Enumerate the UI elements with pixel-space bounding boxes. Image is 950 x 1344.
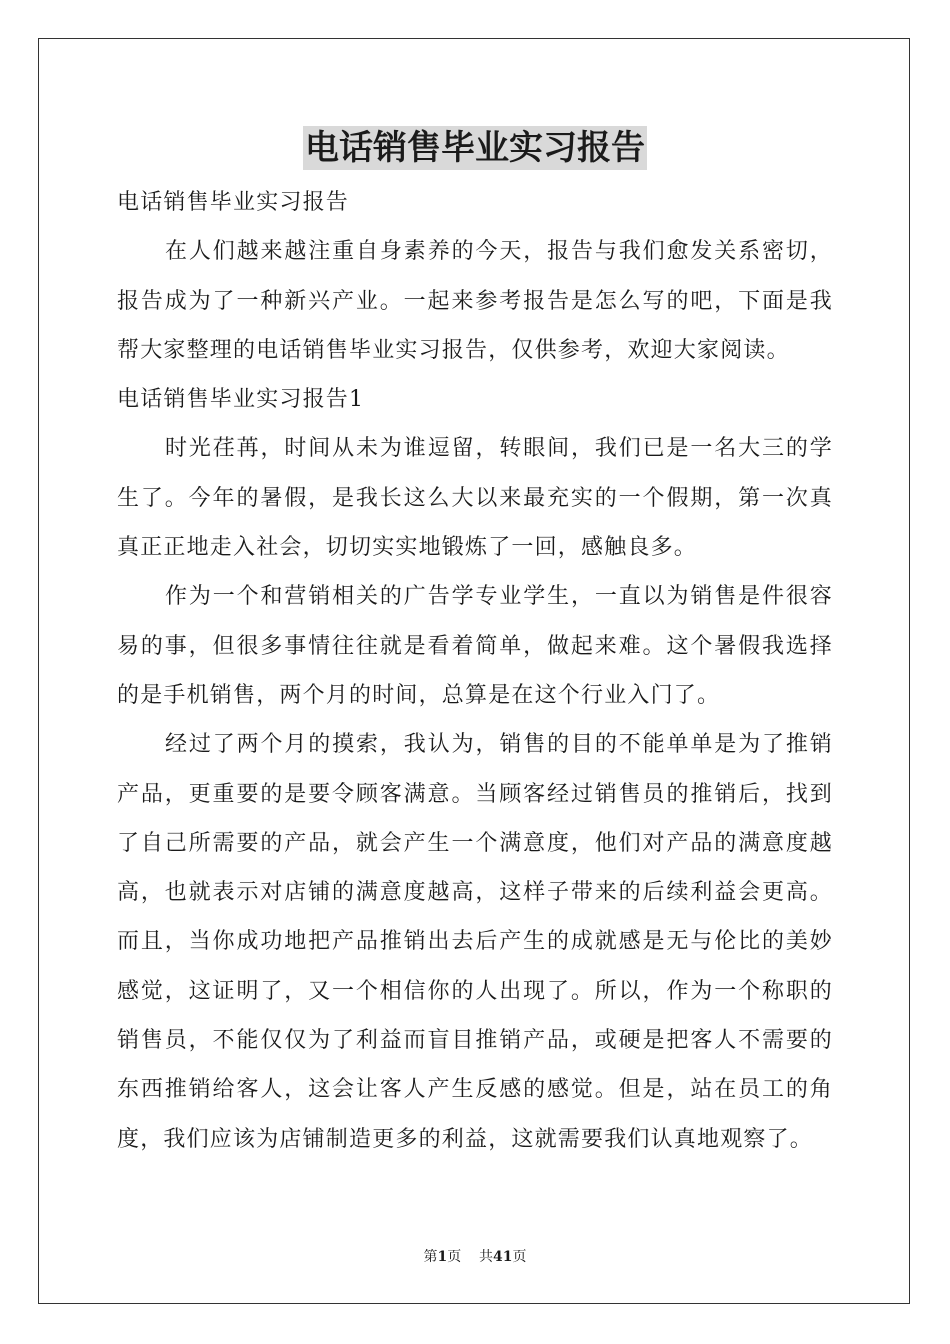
page-total: 41 xyxy=(493,1249,513,1265)
total-prefix: 共 xyxy=(479,1249,494,1265)
page-prefix: 第 xyxy=(423,1249,438,1265)
section-heading: 电话销售毕业实习报告1 xyxy=(117,387,365,413)
page-suffix: 页 xyxy=(447,1249,462,1265)
body-paragraph: 时光荏苒，时间从未为谁逗留，转眼间，我们已是一名大三的学生了。今年的暑假，是我长这么大以来最充实的一个假期，第一次真真正正地走入社会，切切实实地锻炼了一回，感触良多。 xyxy=(117,436,833,561)
document-title: 电话销售毕业实习报告 xyxy=(305,128,645,168)
document-body xyxy=(117,178,833,1164)
body-paragraph: 经过了两个月的摸索，我认为，销售的目的不能单单是为了推销产品，更重要的是要令顾客满意。当顾客经过销售员的推销后，找到了自己所需要的产品，就会产生一个满意度，他们对产品的满意度越高，也就表示对店铺的满意度越高，这样子带来的后续利益会更高。而且，当你成功地把产品推销出去后产生的成就感是无与伦比的美妙感觉，这证明了，又一个相信你的人出现了。所以，作为一个称职的销售员，不能仅仅为了利益而盲目推销产品，或硬是把客人不需要的东西推销给客人，这会让客人产生反感的感觉。但是，站在员工的角度，我们应该为店铺制造更多的利益，这就需要我们认真地观察了。 xyxy=(117,732,833,1152)
page-footer xyxy=(0,1247,950,1267)
subtitle-paragraph: 电话销售毕业实习报告 xyxy=(117,190,350,215)
title-block xyxy=(0,126,950,170)
total-suffix: 页 xyxy=(512,1249,527,1265)
page-current: 1 xyxy=(437,1249,448,1265)
intro-paragraph: 在人们越来越注重自身素养的今天，报告与我们愈发关系密切，报告成为了一种新兴产业。一起来参考报告是怎么写的吧，下面是我帮大家整理的电话销售毕业实习报告，仅供参考，欢迎大家阅读。 xyxy=(117,239,833,363)
body-paragraph: 作为一个和营销相关的广告学专业学生，一直以为销售是件很容易的事，但很多事情往往就是看着简单，做起来难。这个暑假我选择的是手机销售，两个月的时间，总算是在这个行业入门了。 xyxy=(117,584,833,708)
